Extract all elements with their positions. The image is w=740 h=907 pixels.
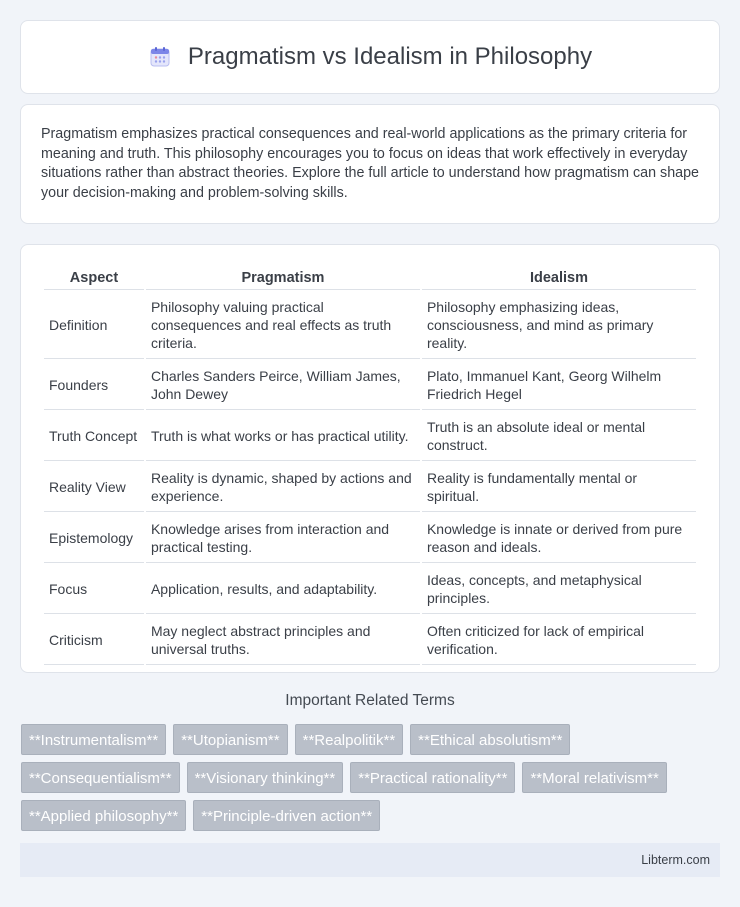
row-pragmatism: Application, results, and adaptability. [146, 565, 420, 614]
header-card [20, 20, 720, 94]
related-terms-list [21, 724, 721, 831]
table-row [44, 514, 696, 563]
row-pragmatism: Truth is what works or has practical utility. [146, 412, 420, 461]
term-tag[interactable]: **Realpolitik** [295, 724, 404, 755]
footer-brand-link[interactable]: Libterm.com [641, 853, 710, 867]
row-aspect: Founders [44, 361, 144, 410]
row-pragmatism: Philosophy valuing practical consequences and real effects as truth criteria. [146, 292, 420, 359]
document-icon [148, 45, 172, 69]
comparison-card [20, 244, 720, 673]
intro-card [20, 104, 720, 224]
header-pragmatism: Pragmatism [146, 267, 420, 290]
related-terms-title: Important Related Terms [285, 692, 455, 709]
term-tag[interactable]: **Practical rationality** [350, 762, 515, 793]
row-idealism: Ideas, concepts, and metaphysical principles. [422, 565, 696, 614]
term-tag[interactable]: **Ethical absolutism** [410, 724, 570, 755]
row-idealism: Truth is an absolute ideal or mental construct. [422, 412, 696, 461]
row-aspect: Focus [44, 565, 144, 614]
row-idealism: Plato, Immanuel Kant, Georg Wilhelm Friedrich Hegel [422, 361, 696, 410]
row-aspect: Criticism [44, 616, 144, 665]
row-idealism: Reality is fundamentally mental or spiritual. [422, 463, 696, 512]
table-row [44, 565, 696, 614]
row-idealism: Knowledge is innate or derived from pure reason and ideals. [422, 514, 696, 563]
term-tag[interactable]: **Principle-driven action** [193, 800, 380, 831]
term-tag[interactable]: **Moral relativism** [522, 762, 666, 793]
row-idealism: Often criticized for lack of empirical verification. [422, 616, 696, 665]
term-tag[interactable]: **Consequentialism** [21, 762, 180, 793]
row-aspect: Epistemology [44, 514, 144, 563]
header-aspect: Aspect [44, 267, 144, 290]
table-row [44, 463, 696, 512]
table-header-row [44, 267, 696, 290]
table-row [44, 616, 696, 665]
page-title: Pragmatism vs Idealism in Philosophy [187, 43, 593, 70]
footer [20, 843, 720, 877]
comparison-table [42, 265, 698, 667]
term-tag[interactable]: **Visionary thinking** [187, 762, 344, 793]
row-aspect: Definition [44, 292, 144, 359]
table-row [44, 292, 696, 359]
row-aspect: Reality View [44, 463, 144, 512]
row-idealism: Philosophy emphasizing ideas, consciousness, and mind as primary reality. [422, 292, 696, 359]
table-row [44, 412, 696, 461]
row-aspect: Truth Concept [44, 412, 144, 461]
intro-text: Pragmatism emphasizes practical consequences and real-world applications as the primary criteria for meaning and truth. This philosophy encourages you to focus on ideas that work effectively in everyday situations rather than abstract theories. Explore the full article to understand how pragmatism can shape your decision-making and problem-solving skills. [41, 126, 700, 201]
row-pragmatism: Reality is dynamic, shaped by actions and experience. [146, 463, 420, 512]
term-tag[interactable]: **Applied philosophy** [21, 800, 186, 831]
row-pragmatism: Knowledge arises from interaction and practical testing. [146, 514, 420, 563]
term-tag[interactable]: **Utopianism** [173, 724, 287, 755]
table-row [44, 361, 696, 410]
row-pragmatism: Charles Sanders Peirce, William James, John Dewey [146, 361, 420, 410]
term-tag[interactable]: **Instrumentalism** [21, 724, 166, 755]
row-pragmatism: May neglect abstract principles and universal truths. [146, 616, 420, 665]
header-idealism: Idealism [422, 267, 696, 290]
